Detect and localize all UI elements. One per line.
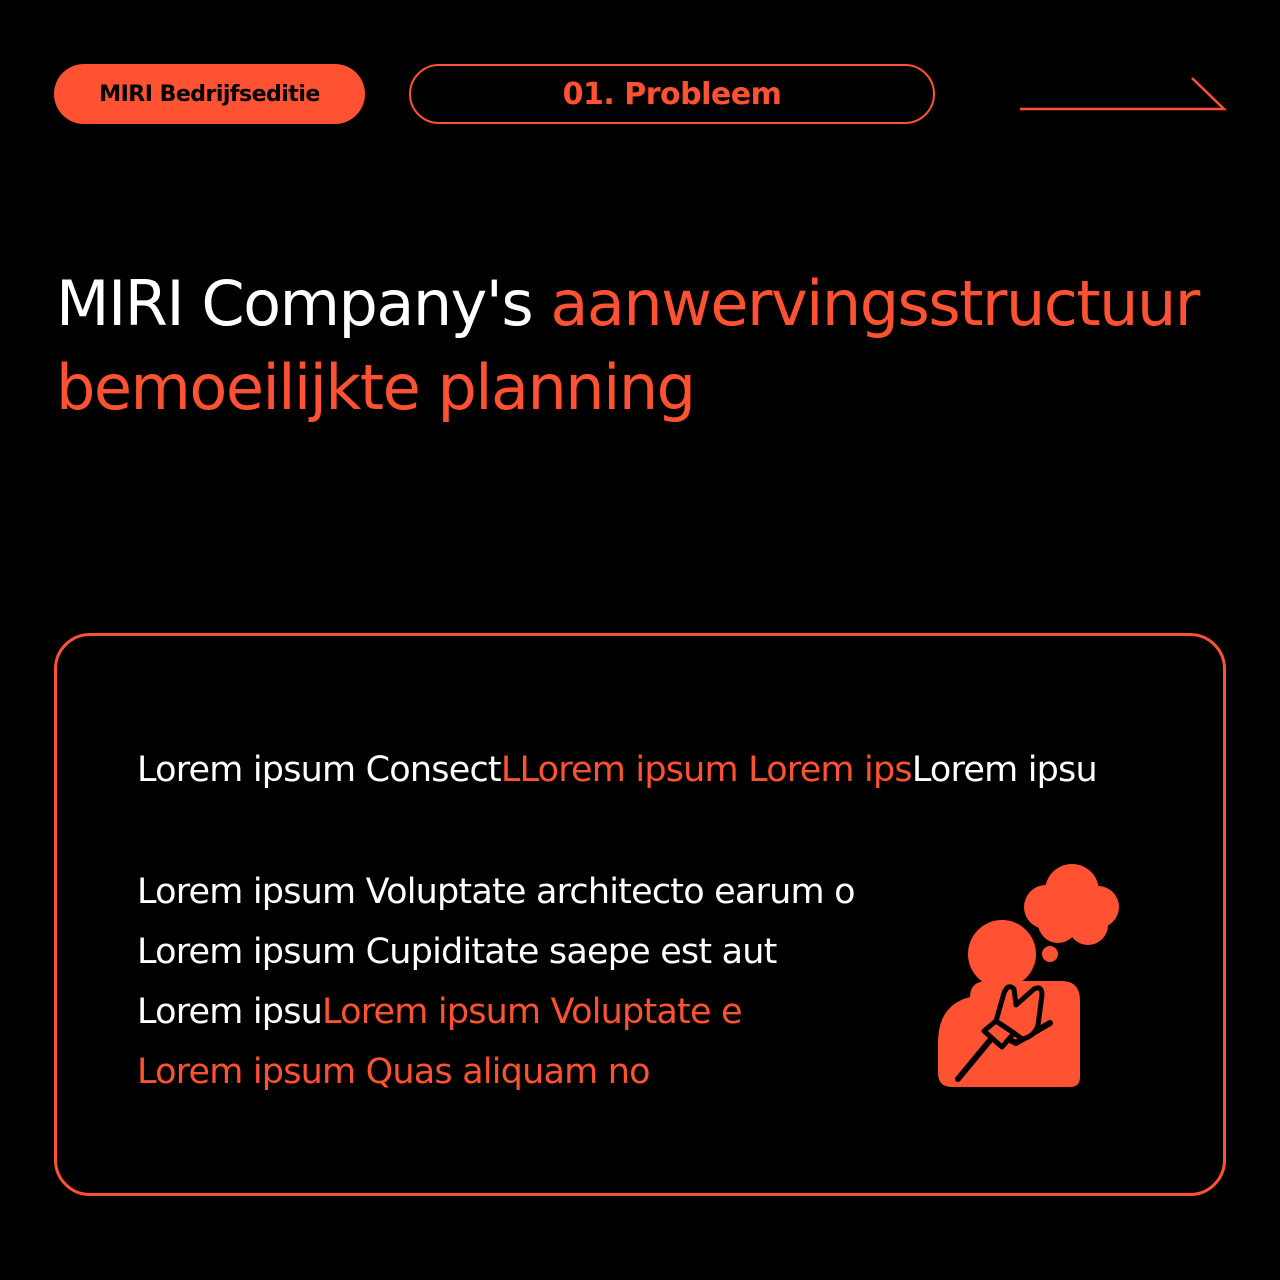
panel-paragraph bbox=[137, 862, 855, 1102]
edition-badge bbox=[54, 64, 365, 124]
line1-white-end: Lorem ipsu bbox=[911, 750, 1097, 790]
line-c-white: Lorem ipsu bbox=[137, 992, 323, 1032]
paragraph-line-b: Lorem ipsum Cupiditate saepe est aut bbox=[137, 932, 777, 972]
title-white-part: MIRI Company's bbox=[56, 267, 551, 340]
paragraph-line-c bbox=[137, 982, 855, 1042]
line-c-accent: Lorem ipsum Voluptate e bbox=[322, 992, 742, 1032]
section-tab-label: 01. Probleem bbox=[562, 76, 782, 112]
title-accent-part-2: bemoeilijkte planning bbox=[56, 351, 695, 424]
section-tab-problem[interactable] bbox=[409, 64, 935, 124]
edition-badge-label: MIRI Bedrijfseditie bbox=[99, 81, 320, 107]
paragraph-line-a: Lorem ipsum Voluptate architecto earum o bbox=[137, 872, 855, 912]
page-title bbox=[56, 262, 1236, 430]
panel-line-1 bbox=[137, 744, 1097, 796]
arrow-right-icon[interactable] bbox=[1020, 76, 1230, 116]
title-accent-part-1: aanwervingsstructuur bbox=[550, 267, 1199, 340]
thinking-person-icon bbox=[930, 855, 1130, 1105]
line1-white-start: Lorem ipsum Consect bbox=[137, 750, 501, 790]
line1-accent-mid: LLorem ipsum Lorem ips bbox=[500, 750, 912, 790]
paragraph-line-d: Lorem ipsum Quas aliquam no bbox=[137, 1052, 650, 1092]
